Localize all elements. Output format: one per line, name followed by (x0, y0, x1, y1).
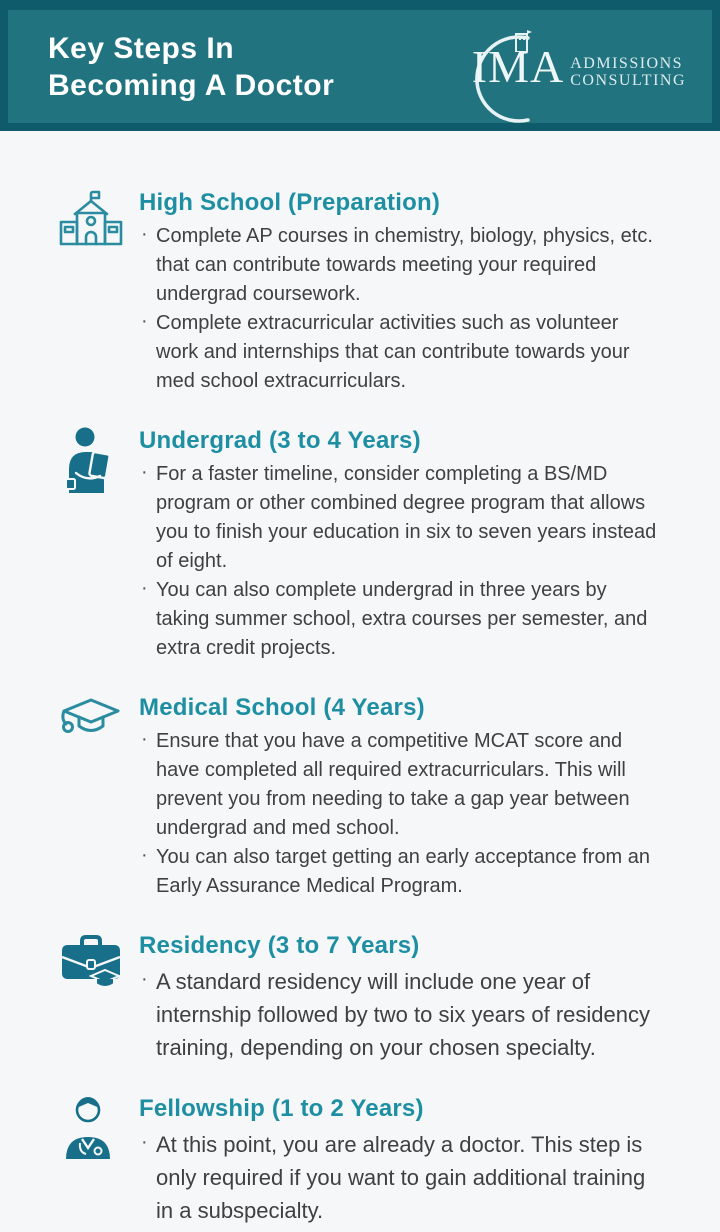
section-medical-school (52, 694, 720, 901)
page-title-line1: Key Steps In (48, 31, 235, 65)
section-body (139, 694, 720, 901)
section-body (139, 1095, 720, 1227)
section-body (139, 189, 720, 396)
section-title: High School (Preparation) (139, 189, 441, 216)
section-fellowship (52, 1095, 720, 1227)
logo-building-icon (510, 30, 536, 57)
bullet-list (139, 965, 664, 1064)
section-title: Undergrad (3 to 4 Years) (139, 427, 421, 454)
section-residency (52, 932, 720, 1064)
bullet-list (139, 727, 664, 901)
bullet-item: · You can also complete undergrad in three years by taking summer school, extra courses per semester, and extra credit projects. (139, 576, 664, 663)
logo-word-consulting: CONSULTING (570, 71, 686, 89)
bullet-item: · At this point, you are already a doctor. This step is only required if you want to gain additional training in a subspecialty. (139, 1128, 656, 1227)
doctor-icon (52, 1095, 139, 1227)
logo-word-admissions: ADMISSIONS (570, 54, 684, 72)
bullet-list (139, 460, 664, 663)
bullet-list (139, 222, 664, 396)
section-body (139, 427, 720, 663)
section-title: Residency (3 to 7 Years) (139, 932, 420, 959)
page-title-line2: Becoming A Doctor (48, 68, 335, 102)
bullet-item: · Complete extracurricular activities such as volunteer work and internships that can contribute towards your med school extracurriculars. (139, 309, 664, 396)
section-undergrad (52, 427, 720, 663)
bullet-item: · Ensure that you have a competitive MCAT score and have completed all required extracurriculars. This will prevent you from needing to take a gap year between undergrad and med school. (139, 727, 664, 843)
school-building-icon (52, 189, 139, 396)
header (0, 0, 720, 131)
logo (471, 40, 686, 92)
student-icon (52, 427, 139, 663)
section-title: Medical School (4 Years) (139, 694, 425, 721)
bullet-item: · A standard residency will include one year of internship followed by two to six years of residency training, depending on your chosen specialty. (139, 965, 656, 1064)
section-body (139, 932, 720, 1064)
section-title: Fellowship (1 to 2 Years) (139, 1095, 424, 1122)
briefcase-icon (52, 932, 139, 1064)
page-title (48, 30, 334, 104)
logo-monogram: IMA (471, 40, 565, 92)
graduation-cap-icon (52, 694, 139, 901)
bullet-item: · Complete AP courses in chemistry, biology, physics, etc. that can contribute towards meeting your required undergrad coursework. (139, 222, 664, 309)
bullet-list (139, 1128, 664, 1227)
bullet-item: · For a faster timeline, consider completing a BS/MD program or other combined degree program that allows you to finish your education in six to seven years instead of eight. (139, 460, 664, 576)
logo-wordmark (570, 55, 686, 89)
section-high-school (52, 189, 720, 396)
bullet-item: · You can also target getting an early acceptance from an Early Assurance Medical Program. (139, 843, 664, 901)
logo-mark (471, 40, 565, 92)
steps-list (0, 131, 720, 1227)
